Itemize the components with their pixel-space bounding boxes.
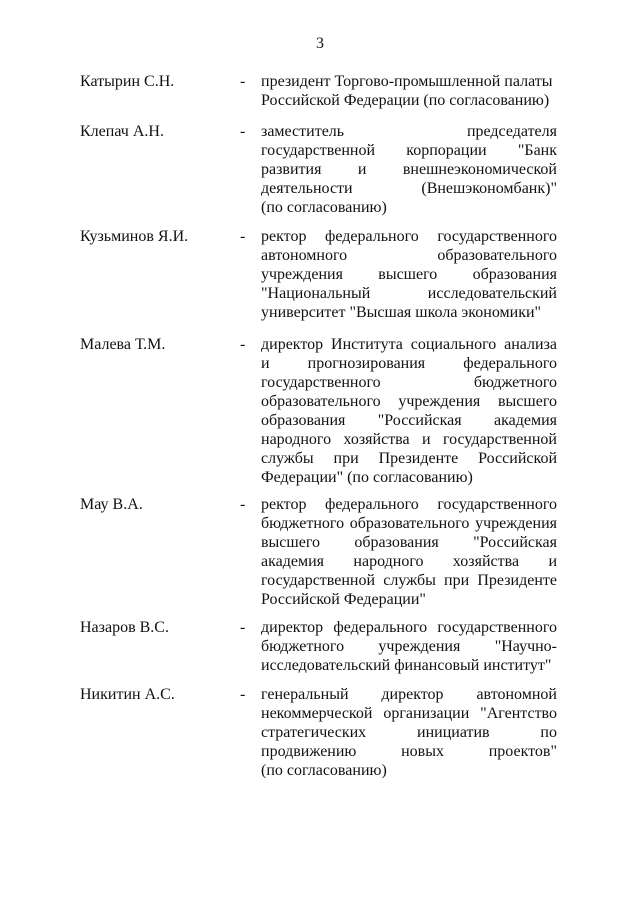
- description-line: академия народного хозяйства и: [261, 553, 557, 570]
- description-line: и прогнозирования федерального: [261, 355, 557, 372]
- description-line: автономного образовательного: [261, 247, 557, 264]
- person-name: Мау В.А.: [80, 496, 143, 513]
- description-line: образовательного учреждения высшего: [261, 393, 557, 410]
- person-name: Назаров В.С.: [80, 619, 169, 636]
- description-line: продвижению новых проектов": [261, 743, 557, 760]
- description-line: государственной корпорации "Банк: [261, 142, 557, 159]
- description-line: народного хозяйства и государственной: [261, 431, 557, 448]
- dash-separator: -: [240, 496, 246, 513]
- position-description: [261, 335, 557, 487]
- description-line: Российской Федерации": [261, 591, 426, 608]
- dash-separator: -: [240, 336, 246, 353]
- description-line: образования "Российская академия: [261, 412, 557, 429]
- dash-separator: -: [240, 228, 246, 245]
- dash-separator: -: [240, 686, 246, 703]
- position-description: [261, 618, 557, 675]
- person-name: Клепач А.Н.: [80, 123, 164, 140]
- description-line: бюджетного образовательного учреждения: [261, 515, 557, 532]
- description-line: высшего образования "Российская: [261, 534, 557, 551]
- description-line: бюджетного учреждения "Научно-: [261, 638, 557, 655]
- description-line: генеральный директор автономной: [261, 686, 557, 703]
- description-line: директор федерального государственного: [261, 619, 557, 636]
- description-line: государственной службы при Президенте: [261, 572, 557, 589]
- description-line: (по согласованию): [261, 199, 387, 216]
- description-line: "Национальный исследовательский: [261, 285, 557, 302]
- description-line: заместитель председателя: [261, 123, 557, 140]
- dash-separator: -: [240, 73, 246, 90]
- position-description: [261, 72, 557, 110]
- description-line: деятельности (Внешэкономбанк)": [261, 180, 557, 197]
- description-line: ректор федерального государственного: [261, 228, 557, 245]
- person-name: Малева Т.М.: [80, 336, 166, 353]
- description-line: стратегических инициатив по: [261, 724, 557, 741]
- dash-separator: -: [240, 619, 246, 636]
- description-line: (по согласованию): [261, 762, 387, 779]
- person-name: Кузьминов Я.И.: [80, 228, 189, 245]
- description-line: Федерации" (по согласованию): [261, 469, 473, 486]
- description-line: службы при Президенте Российской: [261, 450, 557, 467]
- description-line: университет "Высшая школа экономики": [261, 304, 542, 321]
- person-name: Катырин С.Н.: [80, 73, 175, 90]
- description-line: Российской Федерации (по согласованию): [261, 92, 550, 109]
- description-line: некоммерческой организации "Агентство: [261, 705, 557, 722]
- description-line: директор Института социального анализа: [261, 336, 557, 353]
- description-line: президент Торгово-промышленной палаты: [261, 73, 553, 90]
- description-line: государственного бюджетного: [261, 374, 557, 391]
- dash-separator: -: [240, 123, 246, 140]
- page-number: 3: [316, 35, 324, 52]
- description-line: учреждения высшего образования: [261, 266, 557, 283]
- position-description: [261, 685, 557, 780]
- person-name: Никитин А.С.: [80, 686, 175, 703]
- position-description: [261, 122, 557, 217]
- position-description: [261, 495, 557, 609]
- position-description: [261, 227, 557, 322]
- description-line: развития и внешнеэкономической: [261, 161, 557, 178]
- description-line: исследовательский финансовый институт": [261, 657, 552, 674]
- description-line: ректор федерального государственного: [261, 496, 557, 513]
